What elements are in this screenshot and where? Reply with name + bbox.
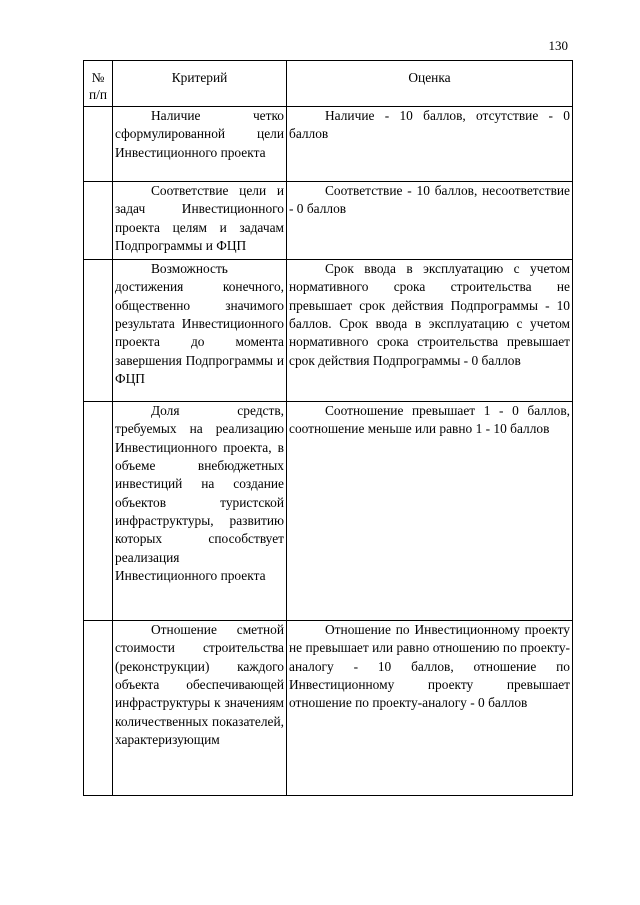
row-number-cell xyxy=(84,182,113,260)
table-row xyxy=(84,182,573,260)
header-number: № п/п xyxy=(84,61,113,107)
criterion-cell xyxy=(113,182,287,260)
evaluation-text: Соответствие - 10 баллов, несоответствие - 0 баллов xyxy=(289,183,570,217)
criterion-cell xyxy=(113,107,287,182)
row-number-cell xyxy=(84,107,113,182)
evaluation-text: Отношение по Инвестиционному проекту не превышает или равно отношению по проекту-аналогу - 10 баллов, отношение по Инвестиционному проекту превышает отношение по проекту-аналогу - 0 баллов xyxy=(289,622,570,711)
evaluation-text: Срок ввода в эксплуатацию с учетом нормативного срока строительства не превышает срок действия Подпрограммы - 10 баллов. Срок ввода в эксплуатацию с учетом нормативного срока строительства превышает срок действия Подпрограммы - 0 баллов xyxy=(289,261,570,368)
evaluation-text: Наличие - 10 баллов, отсутствие - 0 баллов xyxy=(289,108,570,142)
evaluation-cell xyxy=(287,107,573,182)
criterion-text: Наличие четко сформулированной цели Инвестиционного проекта xyxy=(115,108,284,160)
criterion-cell xyxy=(113,621,287,796)
criteria-table xyxy=(83,60,573,796)
criterion-cell xyxy=(113,402,287,621)
criterion-cell xyxy=(113,260,287,402)
evaluation-text: Соотношение превышает 1 - 0 баллов, соотношение меньше или равно 1 - 10 баллов xyxy=(289,403,570,437)
criterion-text: Соответствие цели и задач Инвестиционного проекта целям и задачам Подпрограммы и ФЦП xyxy=(115,183,284,253)
header-evaluation: Оценка xyxy=(287,61,573,107)
row-number-cell xyxy=(84,260,113,402)
criterion-text: Доля средств, требуемых на реализацию Инвестиционного проекта, в объеме внебюджетных инвестиций на создание объектов туристской инфраструктуры, развитию которых способствует реализация Инвестиционного проекта xyxy=(115,403,284,583)
criterion-text: Возможность достижения конечного, общественно значимого результата Инвестиционного проекта до момента завершения Подпрограммы и ФЦП xyxy=(115,261,284,386)
header-criterion: Критерий xyxy=(113,61,287,107)
page-number: 130 xyxy=(548,38,568,53)
criterion-text: Отношение сметной стоимости строительства (реконструкции) каждого объекта обеспечивающей инфраструктуры к значениям количественных показателей, характеризующим xyxy=(115,622,284,747)
table-row xyxy=(84,621,573,796)
evaluation-cell xyxy=(287,402,573,621)
evaluation-cell xyxy=(287,260,573,402)
evaluation-cell xyxy=(287,182,573,260)
table-row xyxy=(84,260,573,402)
evaluation-cell xyxy=(287,621,573,796)
table-row xyxy=(84,107,573,182)
row-number-cell xyxy=(84,621,113,796)
table-row xyxy=(84,402,573,621)
row-number-cell xyxy=(84,402,113,621)
table-header-row xyxy=(84,61,573,107)
